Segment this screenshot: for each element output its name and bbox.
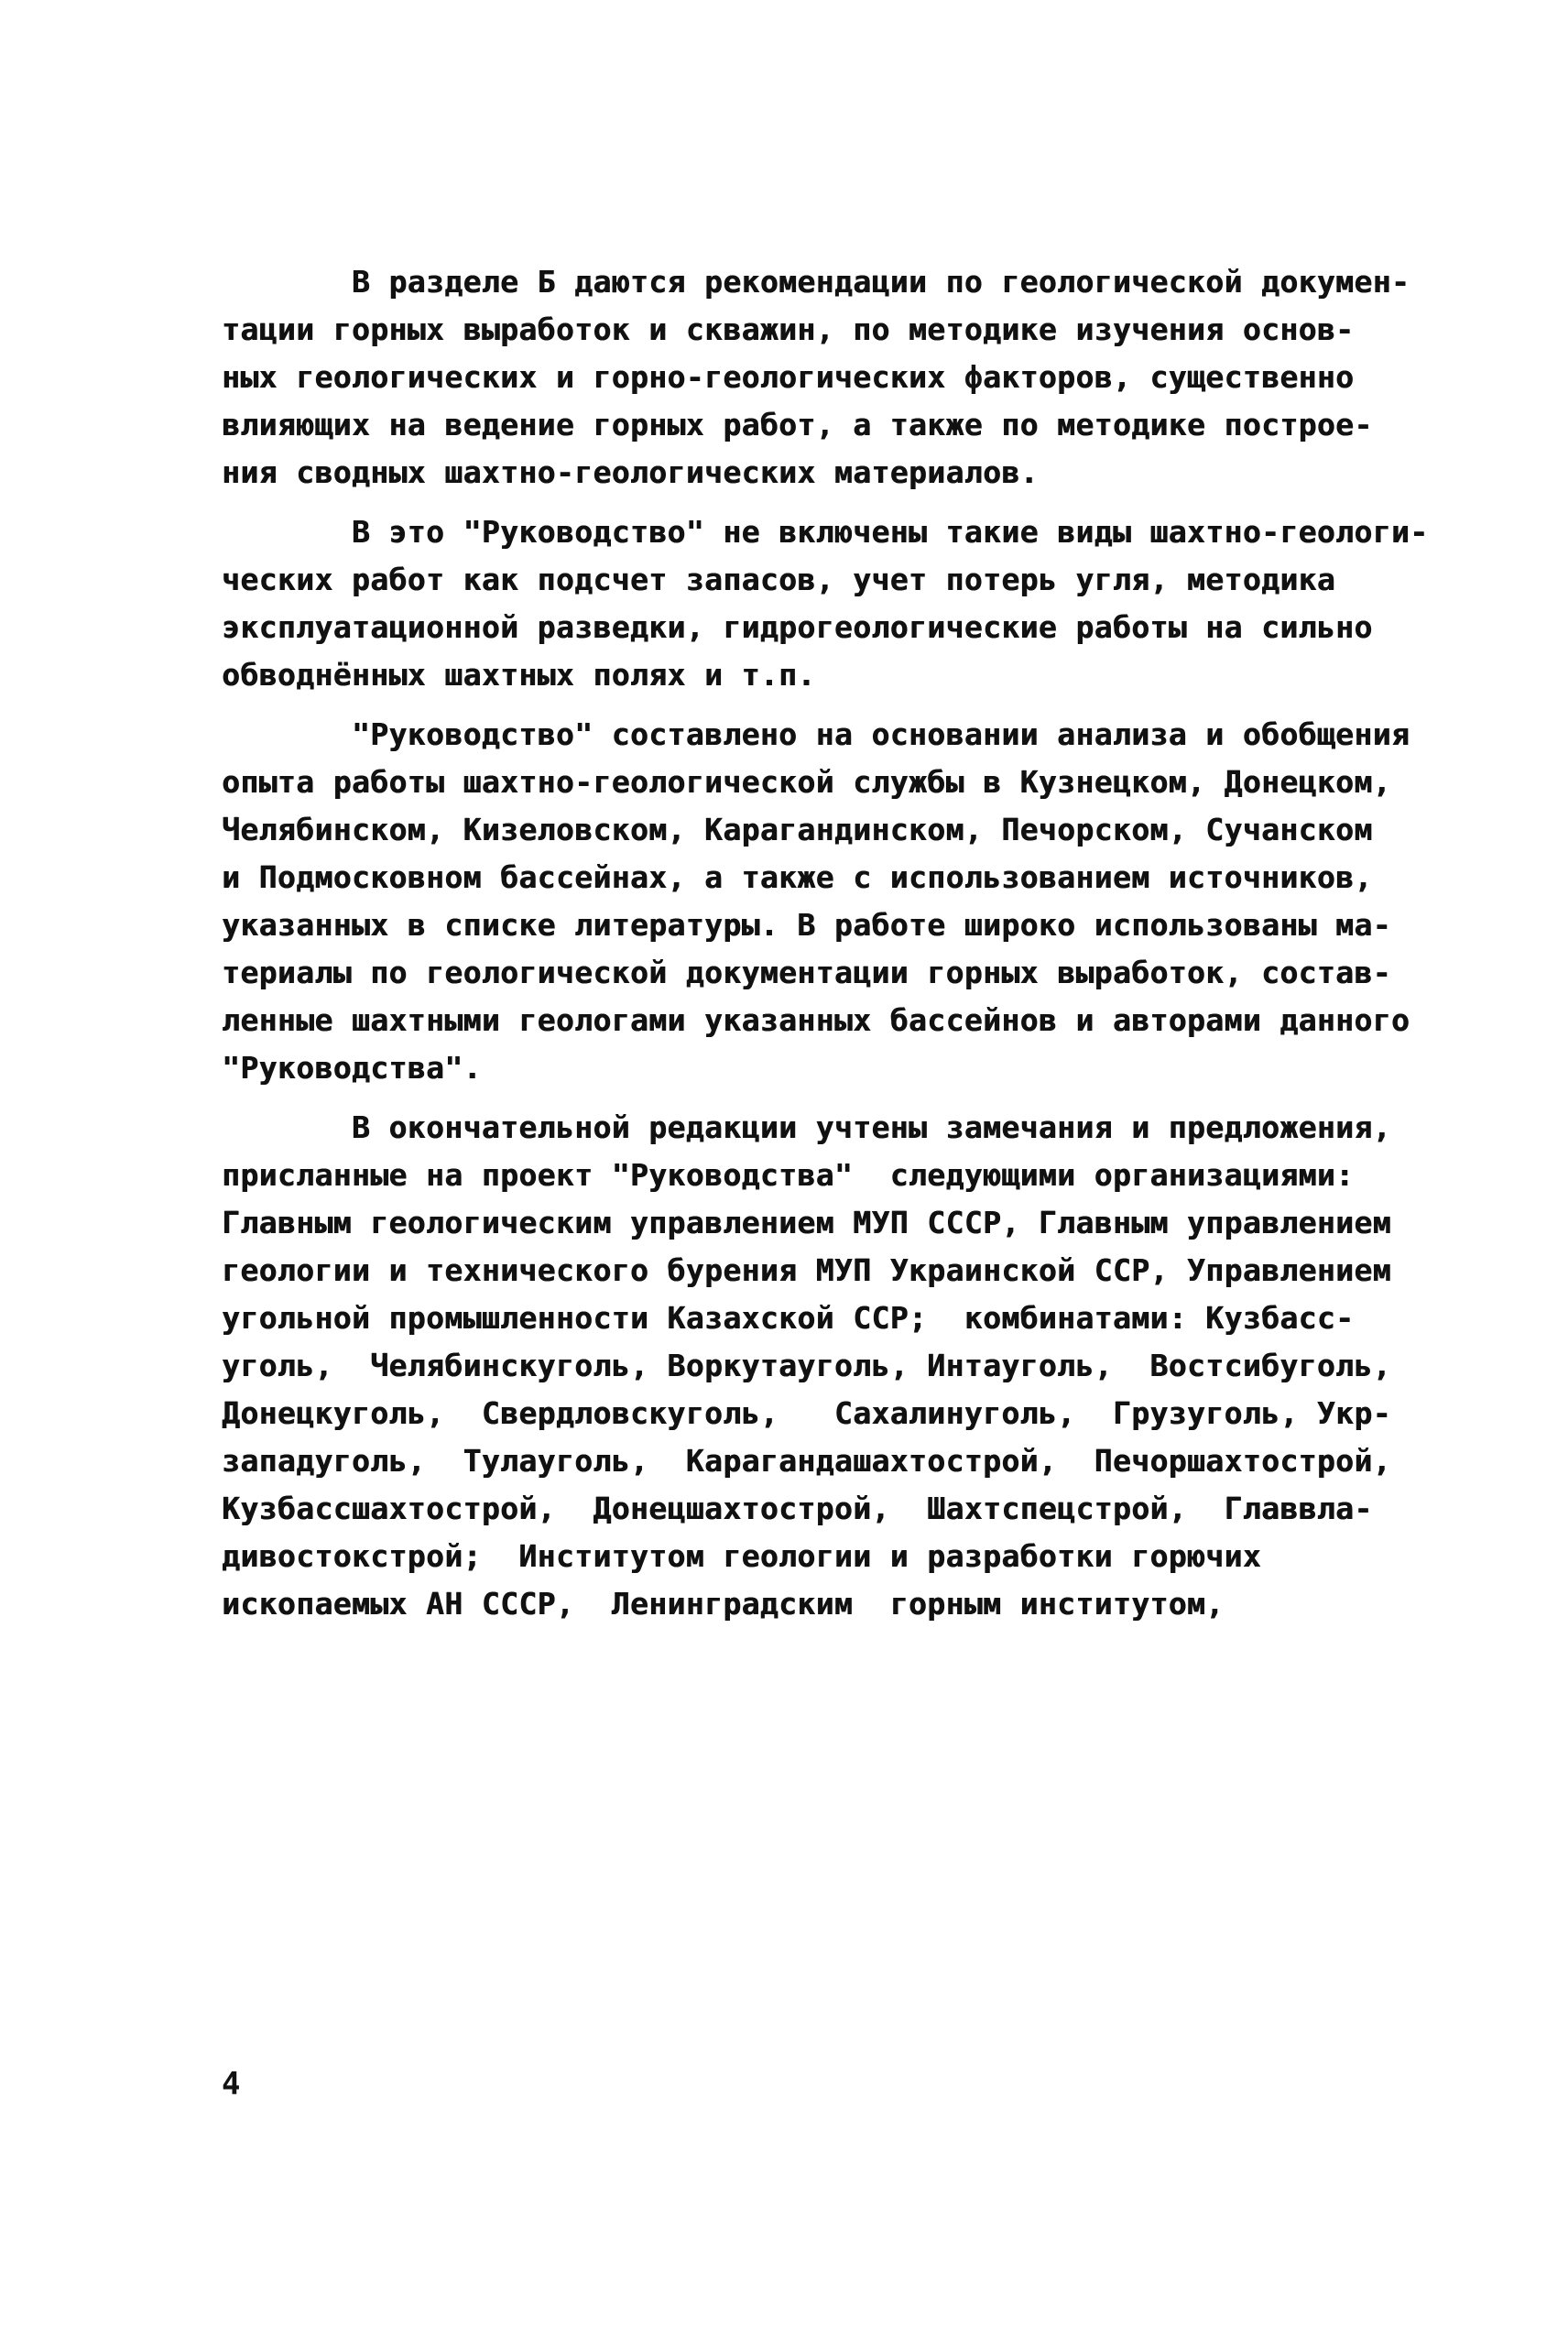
text-line: териалы по геологической документации горных выработок, состав- <box>222 955 1391 990</box>
text-line: уголь, Челябинскуголь, Воркутауголь, Интауголь, Востсибуголь, <box>222 1348 1391 1383</box>
text-line: эксплуатационной разведки, гидрогеологические работы на сильно <box>222 609 1373 645</box>
text-line: ния сводных шахтно-геологических материалов. <box>222 454 1039 490</box>
text-line: ископаемых АН СССР, Ленинградским горным институтом, <box>222 1586 1225 1622</box>
text-line: указанных в списке литературы. В работе широко использованы ма- <box>222 907 1391 943</box>
text-line: ческих работ как подсчет запасов, учет потерь угля, методика <box>222 562 1336 597</box>
text-line: Главным геологическим управлением МУП СССР, Главным управлением <box>222 1205 1391 1240</box>
text-line: ленные шахтными геологами указанных бассейнов и авторами данного <box>222 1002 1410 1038</box>
text-line: ных геологических и горно-геологических факторов, существенно <box>222 359 1355 395</box>
text-line: влияющих на ведение горных работ, а также по методике построе- <box>222 407 1373 442</box>
text-line: Челябинском, Кизеловском, Карагандинском, Печорском, Сучанском <box>222 812 1373 847</box>
text-line: "Руководство" составлено на основании анализа и обобщения <box>222 716 1410 752</box>
text-line: и Подмосковном бассейнах, а также с использованием источников, <box>222 859 1373 895</box>
text-line: дивостокстрой; Институтом геологии и разработки горючих <box>222 1538 1261 1574</box>
text-line: Кузбассшахтострой, Донецшахтострой, Шахтспецстрой, Главвла- <box>222 1491 1373 1526</box>
text-line: В окончательной редакции учтены замечания и предложения, <box>222 1109 1391 1145</box>
text-line: геологии и технического бурения МУП Украинской ССР, Управлением <box>222 1252 1391 1288</box>
text-line: тации горных выработок и скважин, по методике изучения основ- <box>222 311 1355 347</box>
text-line: "Руководства". <box>222 1050 482 1086</box>
text-line: Донецкуголь, Свердловскуголь, Сахалинуголь, Грузуголь, Укр- <box>222 1395 1391 1431</box>
text-line: западуголь, Тулауголь, Карагандашахтострой, Печоршахтострой, <box>222 1443 1391 1479</box>
text-line: В разделе Б даются рекомендации по геологической докумен- <box>222 264 1410 300</box>
text-line: присланные на проект "Руководства" следующими организациями: <box>222 1157 1355 1193</box>
text-line: опыта работы шахтно-геологической службы в Кузнецком, Донецком, <box>222 764 1391 800</box>
page-number: 4 <box>222 2066 241 2103</box>
text-line: В это "Руководство" не включены такие виды шахтно-геологи- <box>222 514 1429 550</box>
text-line: обводнённых шахтных полях и т.п. <box>222 657 816 693</box>
text-line: угольной промышленности Казахской ССР; комбинатами: Кузбасс- <box>222 1300 1355 1336</box>
